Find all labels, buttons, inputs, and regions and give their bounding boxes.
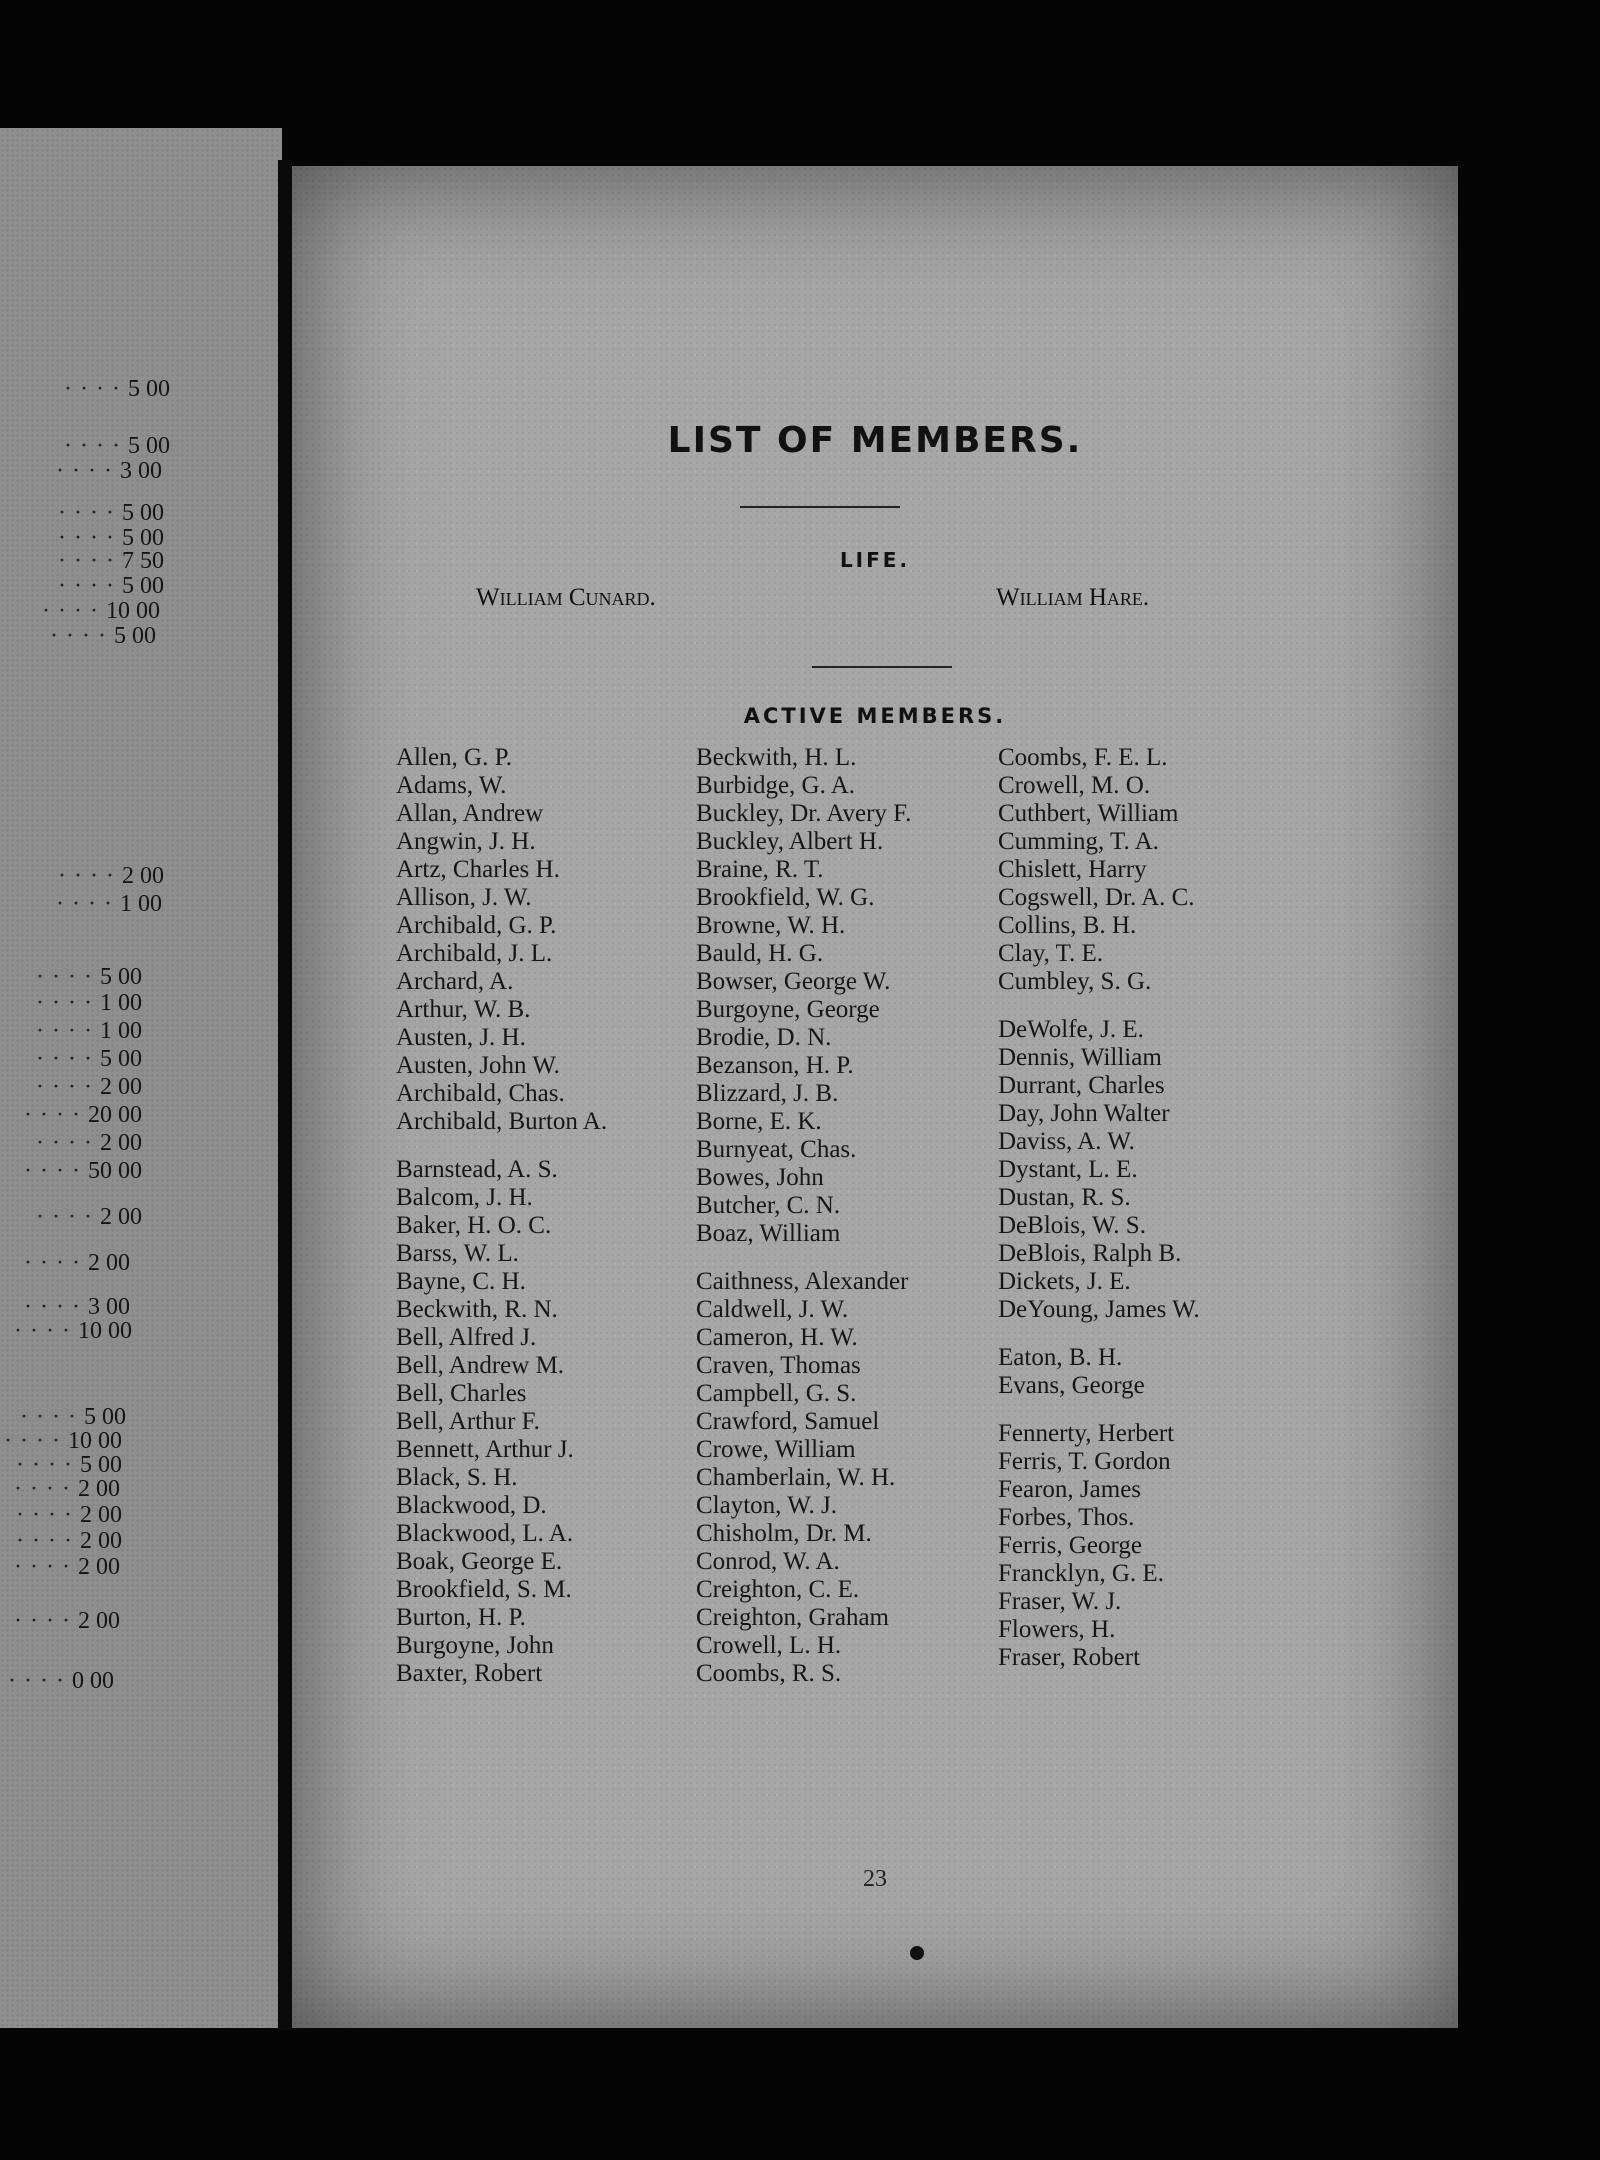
amount-entry: · · · · 5 00	[36, 964, 142, 991]
amount-entry: · · · · 2 00	[16, 1502, 122, 1529]
member-name: Archibald, Chas.	[396, 1080, 565, 1107]
member-name: Dickets, J. E.	[998, 1268, 1131, 1295]
member-name: Francklyn, G. E.	[998, 1560, 1164, 1587]
list-gap	[396, 1136, 607, 1156]
member-name: Artz, Charles H.	[396, 856, 560, 883]
member-column-1	[396, 744, 607, 1688]
member-name: Conrod, W. A.	[696, 1548, 840, 1575]
member-name: Adams, W.	[396, 772, 507, 799]
member-name: Borne, E. K.	[696, 1108, 822, 1135]
member-name: Buckley, Albert H.	[696, 828, 884, 855]
member-name: Beckwith, R. N.	[396, 1296, 558, 1323]
member-name: Crowell, L. H.	[696, 1632, 842, 1659]
member-name: Bayne, C. H.	[396, 1268, 526, 1295]
amount-entry: · · · · 2 00	[36, 1074, 142, 1101]
list-gap	[998, 1400, 1200, 1420]
member-name: Eaton, B. H.	[998, 1344, 1123, 1371]
member-name: Angwin, J. H.	[396, 828, 536, 855]
member-name: Brookfield, S. M.	[396, 1576, 572, 1603]
member-name: Craven, Thomas	[696, 1352, 861, 1379]
member-name: Baxter, Robert	[396, 1660, 543, 1687]
member-name: Austen, J. H.	[396, 1024, 526, 1051]
member-name: Baker, H. O. C.	[396, 1212, 552, 1239]
member-name: Burton, H. P.	[396, 1604, 526, 1631]
member-name: Bowser, George W.	[696, 968, 891, 995]
amount-entry: · · · · 10 00	[14, 1318, 132, 1345]
member-name: Ferris, George	[998, 1532, 1142, 1559]
member-name: Collins, B. H.	[998, 912, 1137, 939]
member-name: Barnstead, A. S.	[396, 1156, 558, 1183]
member-name: Archard, A.	[396, 968, 514, 995]
member-name: Coombs, R. S.	[696, 1660, 842, 1687]
member-name: Cuthbert, William	[998, 800, 1179, 827]
member-name: Allison, J. W.	[396, 884, 532, 911]
member-name: Burbidge, G. A.	[696, 772, 856, 799]
member-name: Evans, George	[998, 1372, 1145, 1399]
member-name: Caldwell, J. W.	[696, 1296, 849, 1323]
member-name: Allan, Andrew	[396, 800, 544, 827]
member-name: Blackwood, D.	[396, 1492, 547, 1519]
member-name: Burgoyne, George	[696, 996, 880, 1023]
member-name: Fraser, Robert	[998, 1644, 1141, 1671]
member-name: Creighton, Graham	[696, 1604, 890, 1631]
list-gap	[998, 1324, 1200, 1344]
member-name: Bell, Andrew M.	[396, 1352, 565, 1379]
amount-entry: · · · · 0 00	[8, 1668, 114, 1695]
member-name: Boaz, William	[696, 1220, 841, 1247]
member-name: Blizzard, J. B.	[696, 1080, 839, 1107]
member-name: Bezanson, H. P.	[696, 1052, 854, 1079]
amount-entry: · · · · 10 00	[4, 1428, 122, 1455]
member-column-2	[696, 744, 911, 1688]
title-rule	[740, 506, 900, 508]
member-name: Fraser, W. J.	[998, 1588, 1122, 1615]
member-name: Archibald, Burton A.	[396, 1108, 608, 1135]
amount-entry: · · · · 1 00	[36, 990, 142, 1017]
member-name: Durrant, Charles	[998, 1072, 1165, 1099]
page-number: 23	[863, 1866, 887, 1892]
member-name: Cameron, H. W.	[696, 1324, 858, 1351]
member-name: Chamberlain, W. H.	[696, 1464, 896, 1491]
member-name: Burnyeat, Chas.	[696, 1136, 857, 1163]
previous-page-fragment	[0, 128, 282, 2028]
member-name: Cumbley, S. G.	[998, 968, 1152, 995]
member-name: Bennett, Arthur J.	[396, 1436, 574, 1463]
member-name: Dystant, L. E.	[998, 1156, 1138, 1183]
previous-page-amount-column	[0, 128, 282, 2028]
member-name: Bowes, John	[696, 1164, 824, 1191]
section-rule	[812, 666, 952, 668]
member-name: Black, S. H.	[396, 1464, 518, 1491]
member-name: Flowers, H.	[998, 1616, 1116, 1643]
amount-entry: · · · · 5 00	[58, 525, 164, 552]
amount-entry: · · · · 7 50	[58, 548, 164, 575]
member-column-3	[998, 744, 1200, 1672]
list-gap	[696, 1248, 911, 1268]
member-name: Caithness, Alexander	[696, 1268, 909, 1295]
amount-entry: · · · · 2 00	[36, 1204, 142, 1231]
amount-entry: · · · · 2 00	[24, 1250, 130, 1277]
amount-entry: · · · · 1 00	[56, 891, 162, 918]
members-page	[292, 166, 1458, 2028]
member-name: Barss, W. L.	[396, 1240, 519, 1267]
member-name: Dennis, William	[998, 1044, 1162, 1071]
member-name: Allen, G. P.	[396, 744, 512, 771]
life-members-heading: LIFE.	[839, 548, 911, 572]
member-name: Archibald, J. L.	[396, 940, 553, 967]
amount-entry: · · · · 2 00	[58, 863, 164, 890]
member-name: Day, John Walter	[998, 1100, 1170, 1127]
amount-entry: · · · · 5 00	[16, 1452, 122, 1479]
member-name: Fennerty, Herbert	[998, 1420, 1175, 1447]
ink-blot	[910, 1946, 924, 1960]
amount-entry: · · · · 5 00	[58, 500, 164, 527]
amount-entry: · · · · 3 00	[56, 458, 162, 485]
member-name: Dustan, R. S.	[998, 1184, 1131, 1211]
member-name: Brookfield, W. G.	[696, 884, 875, 911]
amount-entry: · · · · 2 00	[16, 1528, 122, 1555]
member-name: Clay, T. E.	[998, 940, 1104, 967]
amount-entry: · · · · 5 00	[36, 1046, 142, 1073]
member-name: Burgoyne, John	[396, 1632, 554, 1659]
member-name: Braine, R. T.	[696, 856, 824, 883]
member-name: Creighton, C. E.	[696, 1576, 860, 1603]
member-name: Buckley, Dr. Avery F.	[696, 800, 912, 827]
amount-entry: · · · · 2 00	[14, 1554, 120, 1581]
amount-entry: · · · · 50 00	[24, 1158, 142, 1185]
member-name: Clayton, W. J.	[696, 1492, 837, 1519]
member-name: Crowe, William	[696, 1436, 856, 1463]
member-name: Archibald, G. P.	[396, 912, 557, 939]
amount-entry: · · · · 5 00	[64, 433, 170, 460]
member-name: Crowell, M. O.	[998, 772, 1151, 799]
page-title: LIST OF MEMBERS.	[667, 420, 1083, 461]
member-name: Arthur, W. B.	[396, 996, 531, 1023]
member-name: DeBlois, W. S.	[998, 1212, 1146, 1239]
life-member-name: William Hare.	[996, 584, 1150, 611]
active-members-heading: ACTIVE MEMBERS.	[743, 704, 1007, 728]
member-name: Beckwith, H. L.	[696, 744, 857, 771]
member-name: Boak, George E.	[396, 1548, 563, 1575]
member-name: Cumming, T. A.	[998, 828, 1159, 855]
member-name: Crawford, Samuel	[696, 1408, 880, 1435]
amount-entry: · · · · 2 00	[14, 1476, 120, 1503]
member-name: Cogswell, Dr. A. C.	[998, 884, 1195, 911]
member-name: Fearon, James	[998, 1476, 1142, 1503]
amount-entry: · · · · 3 00	[24, 1294, 130, 1321]
amount-entry: · · · · 1 00	[36, 1018, 142, 1045]
member-name: Chisholm, Dr. M.	[696, 1520, 872, 1547]
amount-entry: · · · · 2 00	[14, 1608, 120, 1635]
member-name: Butcher, C. N.	[696, 1192, 841, 1219]
amount-entry: · · · · 10 00	[42, 598, 160, 625]
list-gap	[998, 996, 1200, 1016]
member-name: Austen, John W.	[396, 1052, 560, 1079]
member-name: Ferris, T. Gordon	[998, 1448, 1171, 1475]
member-name: Chislett, Harry	[998, 856, 1147, 883]
member-name: DeBlois, Ralph B.	[998, 1240, 1182, 1267]
book-gutter	[278, 160, 292, 2030]
member-name: Bauld, H. G.	[696, 940, 824, 967]
amount-entry: · · · · 5 00	[20, 1404, 126, 1431]
member-name: Brodie, D. N.	[696, 1024, 832, 1051]
amount-entry: · · · · 5 00	[58, 573, 164, 600]
member-name: Daviss, A. W.	[998, 1128, 1135, 1155]
member-name: Bell, Charles	[396, 1380, 527, 1407]
amount-entry: · · · · 5 00	[50, 623, 156, 650]
member-name: Coombs, F. E. L.	[998, 744, 1168, 771]
member-name: Browne, W. H.	[696, 912, 846, 939]
amount-entry: · · · · 20 00	[24, 1102, 142, 1129]
member-name: Balcom, J. H.	[396, 1184, 533, 1211]
member-name: DeWolfe, J. E.	[998, 1016, 1144, 1043]
member-name: Bell, Alfred J.	[396, 1324, 537, 1351]
amount-entry: · · · · 5 00	[64, 376, 170, 403]
member-name: Blackwood, L. A.	[396, 1520, 574, 1547]
life-member-name: William Cunard.	[476, 584, 656, 611]
amount-entry: · · · · 2 00	[36, 1130, 142, 1157]
member-name: Campbell, G. S.	[696, 1380, 857, 1407]
member-name: Bell, Arthur F.	[396, 1408, 540, 1435]
member-name: Forbes, Thos.	[998, 1504, 1135, 1531]
member-name: DeYoung, James W.	[998, 1296, 1200, 1323]
